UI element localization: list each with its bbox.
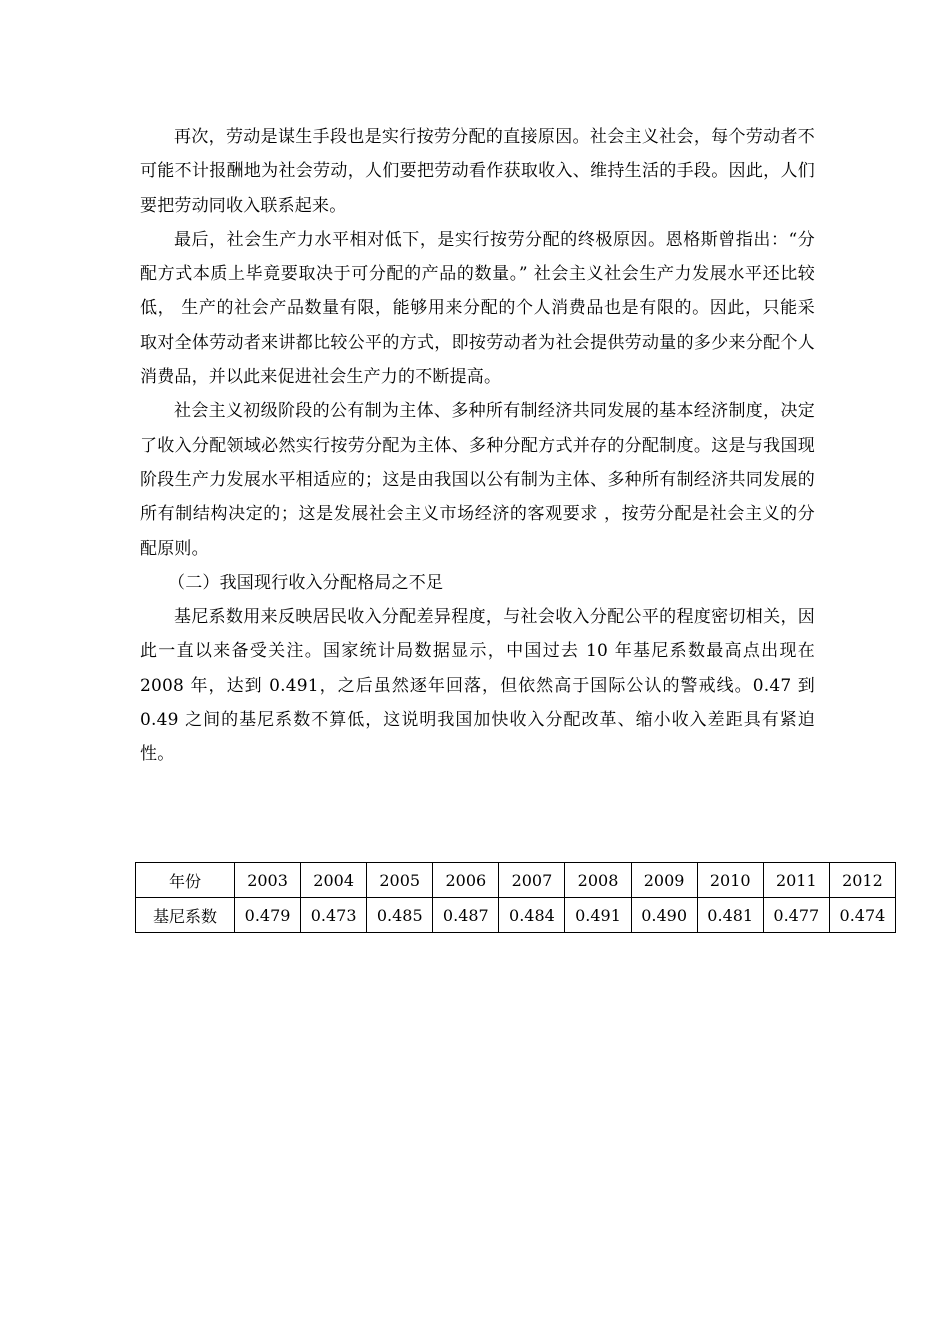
table-cell-year: 2005 [367, 863, 433, 898]
table-cell-gini: 0.485 [367, 898, 433, 933]
table-cell-gini: 0.477 [763, 898, 829, 933]
paragraph-basic-system: 社会主义初级阶段的公有制为主体、多种所有制经济共同发展的基本经济制度，决定了收入分配领域必然实行按劳分配为主体、多种分配方式并存的分配制度。这是与我国现阶段生产力发展水平相适应的；这是由我国以公有制为主体、多种所有制经济共同发展的所有制结构决定的；这是发展社会主义市场经济的客观要求 ，按劳分配是社会主义的分配原则。 [140, 401, 815, 559]
paragraph-labor-means: 再次，劳动是谋生手段也是实行按劳分配的直接原因。社会主义社会，每个劳动者不可能不计报酬地为社会劳动，人们要把劳动看作获取收入、维持生活的手段。因此，人们要把劳动同收入联系起来。 [140, 127, 815, 216]
table-cell-gini: 0.474 [829, 898, 895, 933]
table-row-years [136, 863, 896, 898]
table-cell-gini: 0.473 [301, 898, 367, 933]
table-cell-gini: 0.491 [565, 898, 631, 933]
table-cell-year: 2009 [631, 863, 697, 898]
table-cell-gini: 0.481 [697, 898, 763, 933]
gini-table [135, 862, 896, 933]
paragraph-gini: 基尼系数用来反映居民收入分配差异程度，与社会收入分配公平的程度密切相关，因此一直以来备受关注。国家统计局数据显示，中国过去 10 年基尼系数最高点出现在 2008 年，达到 0.491，之后虽然逐年回落，但依然高于国际公认的警戒线。0.47 到 0.49 之间的基尼系数不算低，这说明我国加快收入分配改革、缩小收入差距具有紧迫性。 [140, 607, 815, 765]
table-cell-year: 2011 [763, 863, 829, 898]
table-cell-year: 2012 [829, 863, 895, 898]
table-cell-gini: 0.487 [433, 898, 499, 933]
table-cell-gini: 0.484 [499, 898, 565, 933]
table-cell-year: 2008 [565, 863, 631, 898]
table-cell-year: 2004 [301, 863, 367, 898]
paragraph-productivity: 最后，社会生产力水平相对低下，是实行按劳分配的终极原因。恩格斯曾指出：“分配方式本质上毕竟要取决于可分配的产品的数量。” 社会主义社会生产力发展水平还比较低， 生产的社会产品数量有限，能够用来分配的个人消费品也是有限的。因此，只能采取对全体劳动者来讲都比较公平的方式，即按劳动者为社会提供劳动量的多少来分配个人消费品，并以此来促进社会生产力的不断提高。 [140, 229, 815, 388]
body-text [140, 120, 815, 772]
table-cell-gini: 0.479 [235, 898, 301, 933]
table-header-gini-label: 基尼系数 [136, 898, 235, 933]
table-cell-year: 2006 [433, 863, 499, 898]
table-row-gini [136, 898, 896, 933]
table-cell-year: 2003 [235, 863, 301, 898]
table-cell-year: 2007 [499, 863, 565, 898]
section-heading: （二）我国现行收入分配格局之不足 [168, 572, 444, 593]
table-header-year-label: 年份 [136, 863, 235, 898]
table-cell-gini: 0.490 [631, 898, 697, 933]
table-cell-year: 2010 [697, 863, 763, 898]
